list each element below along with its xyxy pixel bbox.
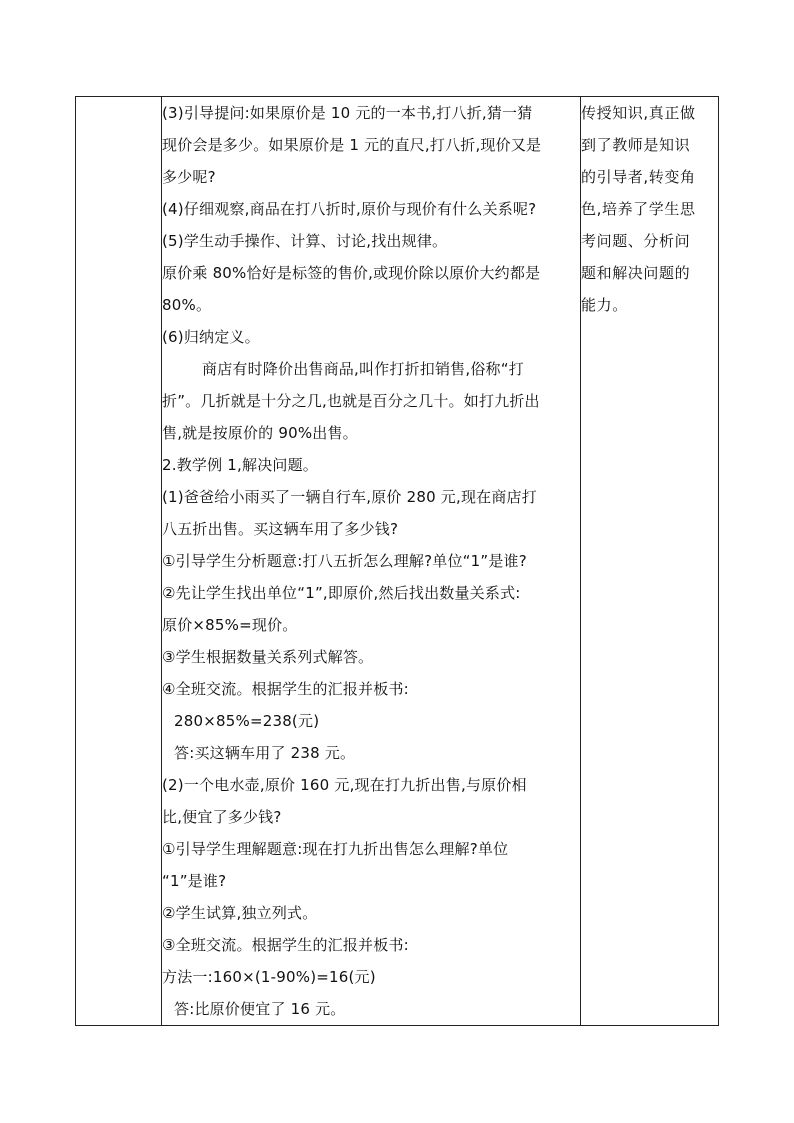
note-line: 的引导者,转变角	[581, 168, 696, 186]
answer-line: 答:买这辆车用了 238 元。	[174, 744, 356, 762]
process-line: ②学生试算,独立列式。	[162, 904, 318, 922]
process-line: (4)仔细观察,商品在打八折时,原价与现价有什么关系呢?	[162, 200, 537, 218]
stage-column-cell	[76, 97, 162, 1026]
process-line: ③学生根据数量关系列式解答。	[162, 648, 374, 666]
process-line: (3)引导提问:如果原价是 10 元的一本书,打八折,猜一猜	[162, 104, 533, 122]
lesson-plan-table	[75, 96, 719, 1026]
note-line: 题和解决问题的	[581, 264, 691, 282]
process-line: 原价×85%=现价。	[162, 616, 298, 634]
definition-line: 折”。几折就是十分之几,也就是百分之几十。如打九折出	[162, 392, 540, 410]
process-line: 比,便宜了多少钱?	[162, 808, 282, 826]
process-line: 原价乘 80%恰好是标签的售价,或现价除以原价大约都是	[162, 264, 541, 282]
process-line: 现价会是多少。如果原价是 1 元的直尺,打八折,现价又是	[162, 136, 542, 154]
formula-line: 方法一:160×(1-90%)=16(元)	[162, 968, 376, 986]
note-line: 色,培养了学生思	[581, 200, 696, 218]
process-line: ③全班交流。根据学生的汇报并板书:	[162, 936, 409, 954]
note-line: 传授知识,真正做	[581, 104, 696, 122]
process-line: ①引导学生理解题意:现在打九折出售怎么理解?单位	[162, 840, 509, 858]
process-line: ①引导学生分析题意:打八五折怎么理解?单位“1”是谁?	[162, 552, 527, 570]
process-line: (1)爸爸给小雨买了一辆自行车,原价 280 元,现在商店打	[162, 488, 537, 506]
design-intent-cell	[581, 97, 719, 1026]
process-line: ②先让学生找出单位“1”,即原价,然后找出数量关系式:	[162, 584, 521, 602]
note-line: 能力。	[581, 296, 628, 314]
formula-line: 280×85%=238(元)	[174, 712, 320, 730]
teaching-process-cell	[162, 97, 581, 1026]
process-line: (2)一个电水壶,原价 160 元,现在打九折出售,与原价相	[162, 776, 527, 794]
process-line: “1”是谁?	[162, 872, 227, 890]
note-line: 到了教师是知识	[581, 136, 691, 154]
definition-line: 商店有时降价出售商品,叫作打折扣销售,俗称“打	[202, 360, 524, 378]
process-line: (6)归纳定义。	[162, 328, 260, 346]
answer-line: 答:比原价便宜了 16 元。	[174, 1000, 346, 1018]
process-line: (5)学生动手操作、计算、讨论,找出规律。	[162, 232, 448, 250]
process-line: 多少呢?	[162, 168, 216, 186]
process-line: 2.教学例 1,解决问题。	[162, 456, 318, 474]
process-line: ④全班交流。根据学生的汇报并板书:	[162, 680, 409, 698]
process-line: 八五折出售。买这辆车用了多少钱?	[162, 520, 399, 538]
note-line: 考问题、分析问	[581, 232, 691, 250]
definition-line: 售,就是按原价的 90%出售。	[162, 424, 358, 442]
process-line: 80%。	[162, 296, 212, 314]
